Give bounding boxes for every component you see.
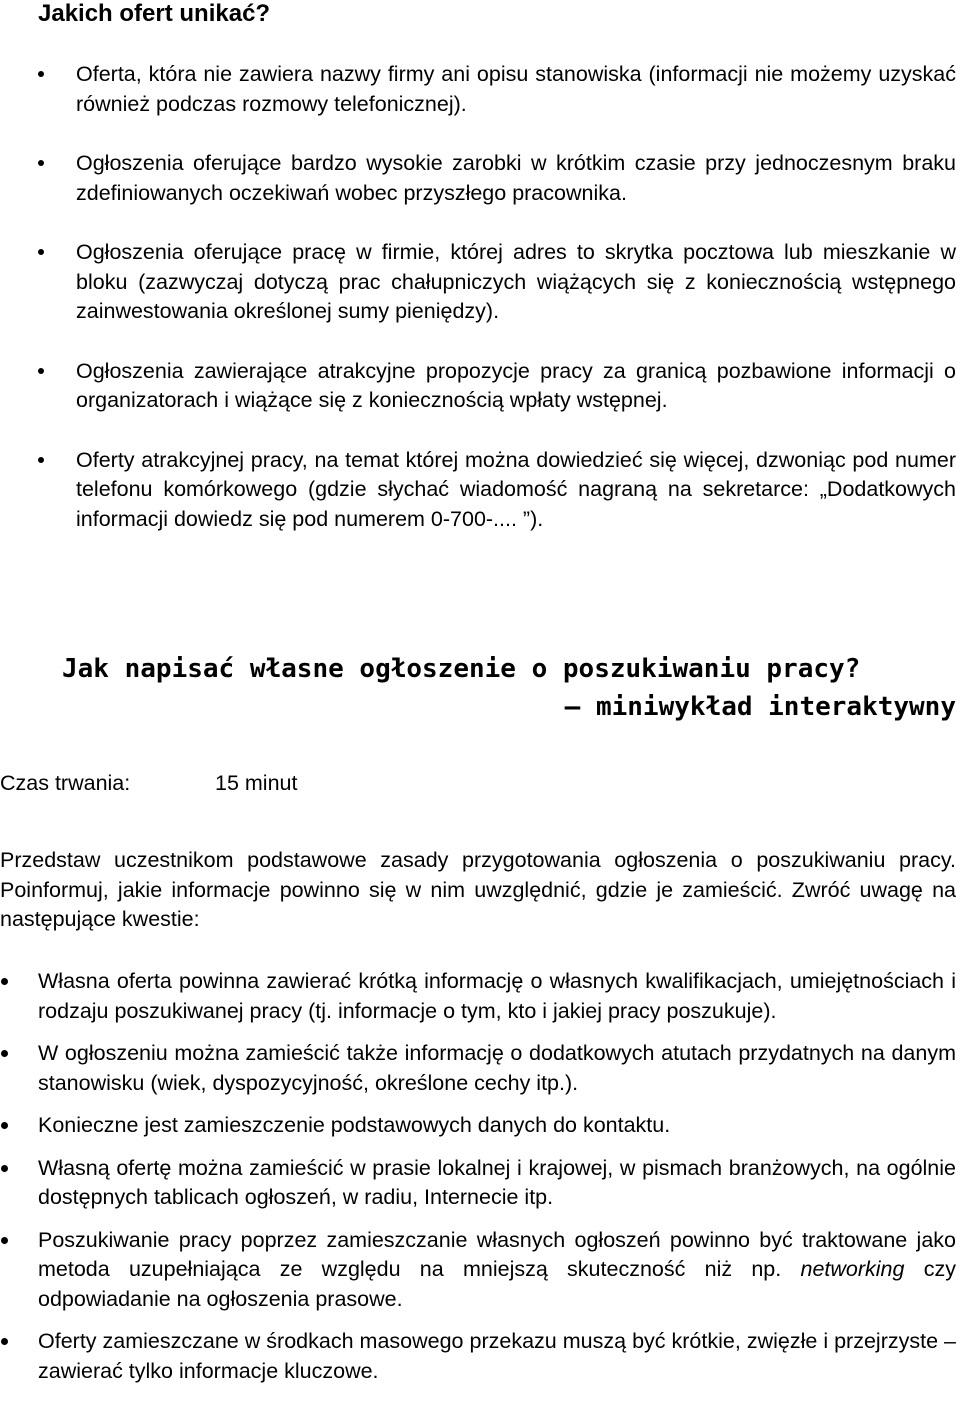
emphasized-term: networking bbox=[800, 1257, 905, 1281]
list-item-text: Oferty zamieszczane w środkach masowego przekazu muszą być krótkie, zwięzłe i przejrzyste – zawierać tylko informacje kluczowe. bbox=[38, 1329, 956, 1383]
duration-value: 15 minut bbox=[215, 771, 298, 795]
list-item-text: W ogłoszeniu można zamieścić także informację o dodatkowych atutach przydatnych na danym stanowisku (wiek, dyspozycyjność, określone cechy itp.). bbox=[38, 1041, 956, 1095]
bullet-icon bbox=[38, 160, 44, 166]
list-item bbox=[0, 1154, 960, 1213]
list-item bbox=[0, 1226, 960, 1315]
heading-line-2: – miniwykład interaktywny bbox=[564, 692, 956, 722]
list-item-text: Konieczne jest zamieszczenie podstawowych danych do kontaktu. bbox=[38, 1113, 671, 1137]
bullet-icon bbox=[38, 368, 44, 374]
bullet-icon bbox=[38, 71, 44, 77]
list-item bbox=[0, 1039, 960, 1098]
bullet-icon bbox=[38, 457, 44, 463]
list-item-text: Ogłoszenia oferujące pracę w firmie, której adres to skrytka pocztowa lub mieszkanie w bloku (zazwyczaj dotyczą prac chałupniczych wiążących się z koniecznością wstępnego zainwestowania określonej sumy pieniędzy). bbox=[76, 240, 956, 323]
list-item-text: Oferta, która nie zawiera nazwy firmy ani opisu stanowiska (informacji nie możemy uzyskać również podczas rozmowy telefonicznej). bbox=[76, 62, 956, 116]
list-item bbox=[0, 357, 960, 416]
bullet-icon bbox=[1, 1165, 8, 1172]
list-item bbox=[0, 1327, 960, 1386]
list-item-text bbox=[38, 1228, 956, 1311]
list-item-text: Oferty atrakcyjnej pracy, na temat której można dowiedzieć się więcej, dzwoniąc pod numer telefonu komórkowego (gdzie słychać wiadomość nagraną na sekretarce: „Dodatkowych informacji dowiedz się pod numerem 0-700-.... ”). bbox=[76, 447, 956, 531]
bullet-icon bbox=[1, 1237, 8, 1244]
bullet-icon bbox=[1, 1050, 8, 1057]
list-item-text: Ogłoszenia zawierające atrakcyjne propozycje pracy za granicą pozbawione informacji o organizatorach i wiążące się z koniecznością wpłaty wstępnej. bbox=[76, 358, 956, 412]
list-item-text: Własna oferta powinna zawierać krótką informację o własnych kwalifikacjach, umiejętnościach i rodzaju poszukiwanej pracy (tj. informacje o tym, kto i jakiej pracy poszukuje). bbox=[38, 969, 956, 1023]
list-item-text: Własną ofertę można zamieścić w prasie lokalnej i krajowej, w pismach branżowych, na ogólnie dostępnych tablicach ogłoszeń, w radiu, Internecie itp. bbox=[38, 1155, 956, 1209]
list-item bbox=[0, 1111, 960, 1141]
bullet-icon bbox=[1, 1338, 8, 1345]
list-item-text-part: Poszukiwanie pracy poprzez zamieszczanie własnych ogłoszeń powinno być traktowane jako metoda uzupełniająca ze względu na mniejszą skuteczność niż np. bbox=[38, 1227, 956, 1281]
list-item bbox=[0, 149, 960, 208]
avoid-offers-list bbox=[0, 60, 960, 564]
list-item bbox=[0, 60, 960, 119]
section-heading-write-ad bbox=[62, 650, 956, 726]
heading-line-1: Jak napisać własne ogłoszenie o poszukiwaniu pracy? bbox=[62, 654, 861, 684]
ad-tips-list bbox=[0, 967, 960, 1399]
list-item bbox=[0, 446, 960, 535]
list-item bbox=[0, 967, 960, 1026]
bullet-icon bbox=[1, 978, 8, 985]
list-item-text: Ogłoszenia oferujące bardzo wysokie zarobki w krótkim czasie przy jednoczesnym braku zdefiniowanych oczekiwań wobec przyszłego pracownika. bbox=[76, 151, 956, 205]
intro-paragraph: Przedstaw uczestnikom podstawowe zasady przygotowania ogłoszenia o poszukiwaniu pracy. Poinformuj, jakie informacje powinno się w nim uwzględnić, gdzie je zamieścić. Zwróć uwagę na następujące kwestie: bbox=[0, 848, 956, 931]
list-item bbox=[0, 238, 960, 327]
list-item-text-part: czy odpowiadanie na ogłoszenia prasowe. bbox=[38, 1257, 956, 1311]
duration-label: Czas trwania: bbox=[0, 771, 131, 795]
bullet-icon bbox=[1, 1122, 8, 1129]
bullet-icon bbox=[38, 249, 44, 255]
duration-row bbox=[0, 768, 297, 798]
section-heading-avoid-offers: Jakich ofert unikać? bbox=[38, 0, 271, 27]
